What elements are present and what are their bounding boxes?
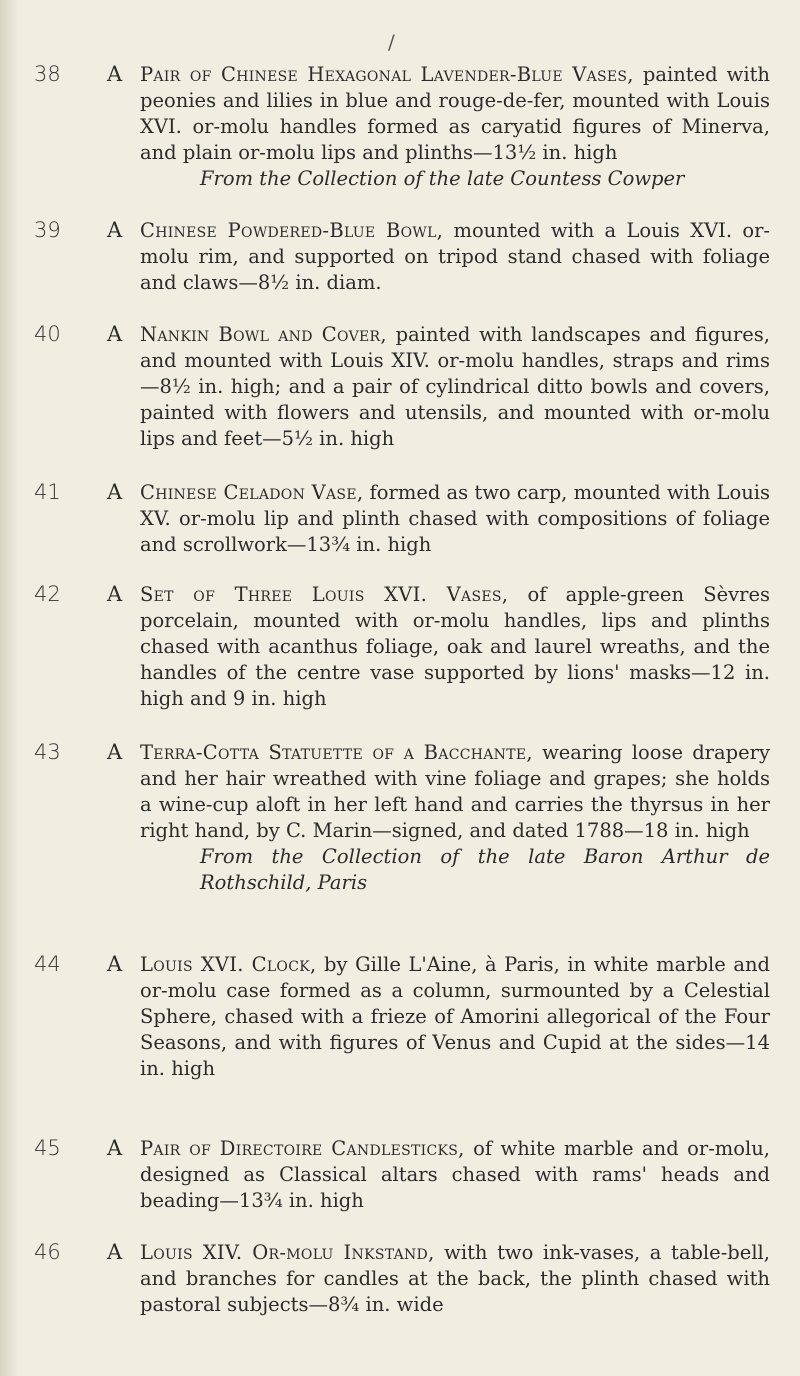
lot-prefix: A xyxy=(107,952,123,976)
lot-description xyxy=(140,62,770,192)
lot-number: 41 xyxy=(34,480,61,504)
lot-heading: Chinese Celadon Vase, xyxy=(140,481,364,504)
lot-number: 45 xyxy=(34,1136,61,1160)
lot-description xyxy=(140,1240,770,1318)
lot-heading: Louis XIV. Or-molu Inkstand, xyxy=(140,1241,435,1264)
lot-prefix: A xyxy=(107,740,123,764)
lot-provenance: From the Collection of the late Baron Arthur de Rothschild, Paris xyxy=(200,845,770,894)
lot-body: formed as two carp, mounted with Louis XV. or-molu lip and plinth chased with compositions of foliage and scrollwork—13¾ in. high xyxy=(140,481,771,556)
lot-body: painted with landscapes and figures, and mounted with Louis XIV. or-molu handles, straps and rims—8½ in. high; and a pair of cylindrical ditto bowls and covers, painted with flowers and utensils, and mounted with or-molu lips and feet—5½ in. high xyxy=(140,323,770,450)
lot-heading: Pair of Directoire Candlesticks, xyxy=(140,1137,465,1160)
lot-number: 39 xyxy=(34,218,61,242)
lot-prefix: A xyxy=(107,218,123,242)
lot-prefix: A xyxy=(107,62,123,86)
lot-body: by Gille L'Aine, à Paris, in white marble and or-molu case formed as a column, surmounted by a Celestial Sphere, chased with a frieze of Amorini allegorical of the Four Seasons, and with figures of Venus and Cupid at the sides—14 in. high xyxy=(140,953,770,1080)
lot-body: of white marble and or-molu, designed as Classical altars chased with rams' heads and beading—13¾ in. high xyxy=(140,1137,771,1212)
lot-heading: Louis XVI. Clock, xyxy=(140,953,317,976)
lot-body: with two ink-vases, a table-bell, and branches for candles at the back, the plinth chased with pastoral subjects—8¾ in. wide xyxy=(140,1241,770,1316)
lot-description xyxy=(140,218,770,296)
lot-number: 46 xyxy=(34,1240,61,1264)
lot-body: mounted with a Louis XVI. or-molu rim, and supported on tripod stand chased with foliage and claws—8½ in. diam. xyxy=(140,219,770,294)
lot-heading: Nankin Bowl and Cover, xyxy=(140,323,387,346)
lot-body: painted with peonies and lilies in blue and rouge-de-fer, mounted with Louis XVI. or-molu handles formed as caryatid figures of Minerva, and plain or-molu lips and plinths—13½ in. high xyxy=(140,63,770,164)
lot-prefix: A xyxy=(107,1240,123,1264)
lot-body: of apple-green Sèvres porcelain, mounted with or-molu handles, lips and plinths chased with acanthus foliage, oak and laurel wreaths, and the handles of the centre vase supported by lions' masks—12 in. high and 9 in. high xyxy=(140,583,770,710)
lot-prefix: A xyxy=(107,322,123,346)
lot-heading: Pair of Chinese Hexagonal Lavender-Blue Vases, xyxy=(140,63,634,86)
lot-description xyxy=(140,952,770,1082)
lot-description xyxy=(140,740,770,896)
lot-prefix: A xyxy=(107,480,123,504)
page-marker: / xyxy=(388,30,395,54)
lot-number: 38 xyxy=(34,62,61,86)
lot-prefix: A xyxy=(107,1136,123,1160)
lot-body: wearing loose drapery and her hair wreathed with vine foliage and grapes; she holds a wine-cup aloft in her left hand and carries the thyrsus in her right hand, by C. Marin—signed, and dated 1788—18 in. high xyxy=(140,741,770,842)
lot-number: 40 xyxy=(34,322,61,346)
lot-number: 44 xyxy=(34,952,61,976)
lot-description xyxy=(140,582,770,712)
lot-number: 42 xyxy=(34,582,61,606)
lot-prefix: A xyxy=(107,582,123,606)
lot-description xyxy=(140,480,770,558)
lot-heading: Terra-Cotta Statuette of a Bacchante, xyxy=(140,741,533,764)
lot-heading: Set of Three Louis XVI. Vases, xyxy=(140,583,509,606)
lot-description xyxy=(140,1136,770,1214)
lot-heading: Chinese Powdered-Blue Bowl, xyxy=(140,219,444,242)
lot-description xyxy=(140,322,770,452)
lot-number: 43 xyxy=(34,740,61,764)
lot-provenance: From the Collection of the late Countess Cowper xyxy=(200,167,685,190)
